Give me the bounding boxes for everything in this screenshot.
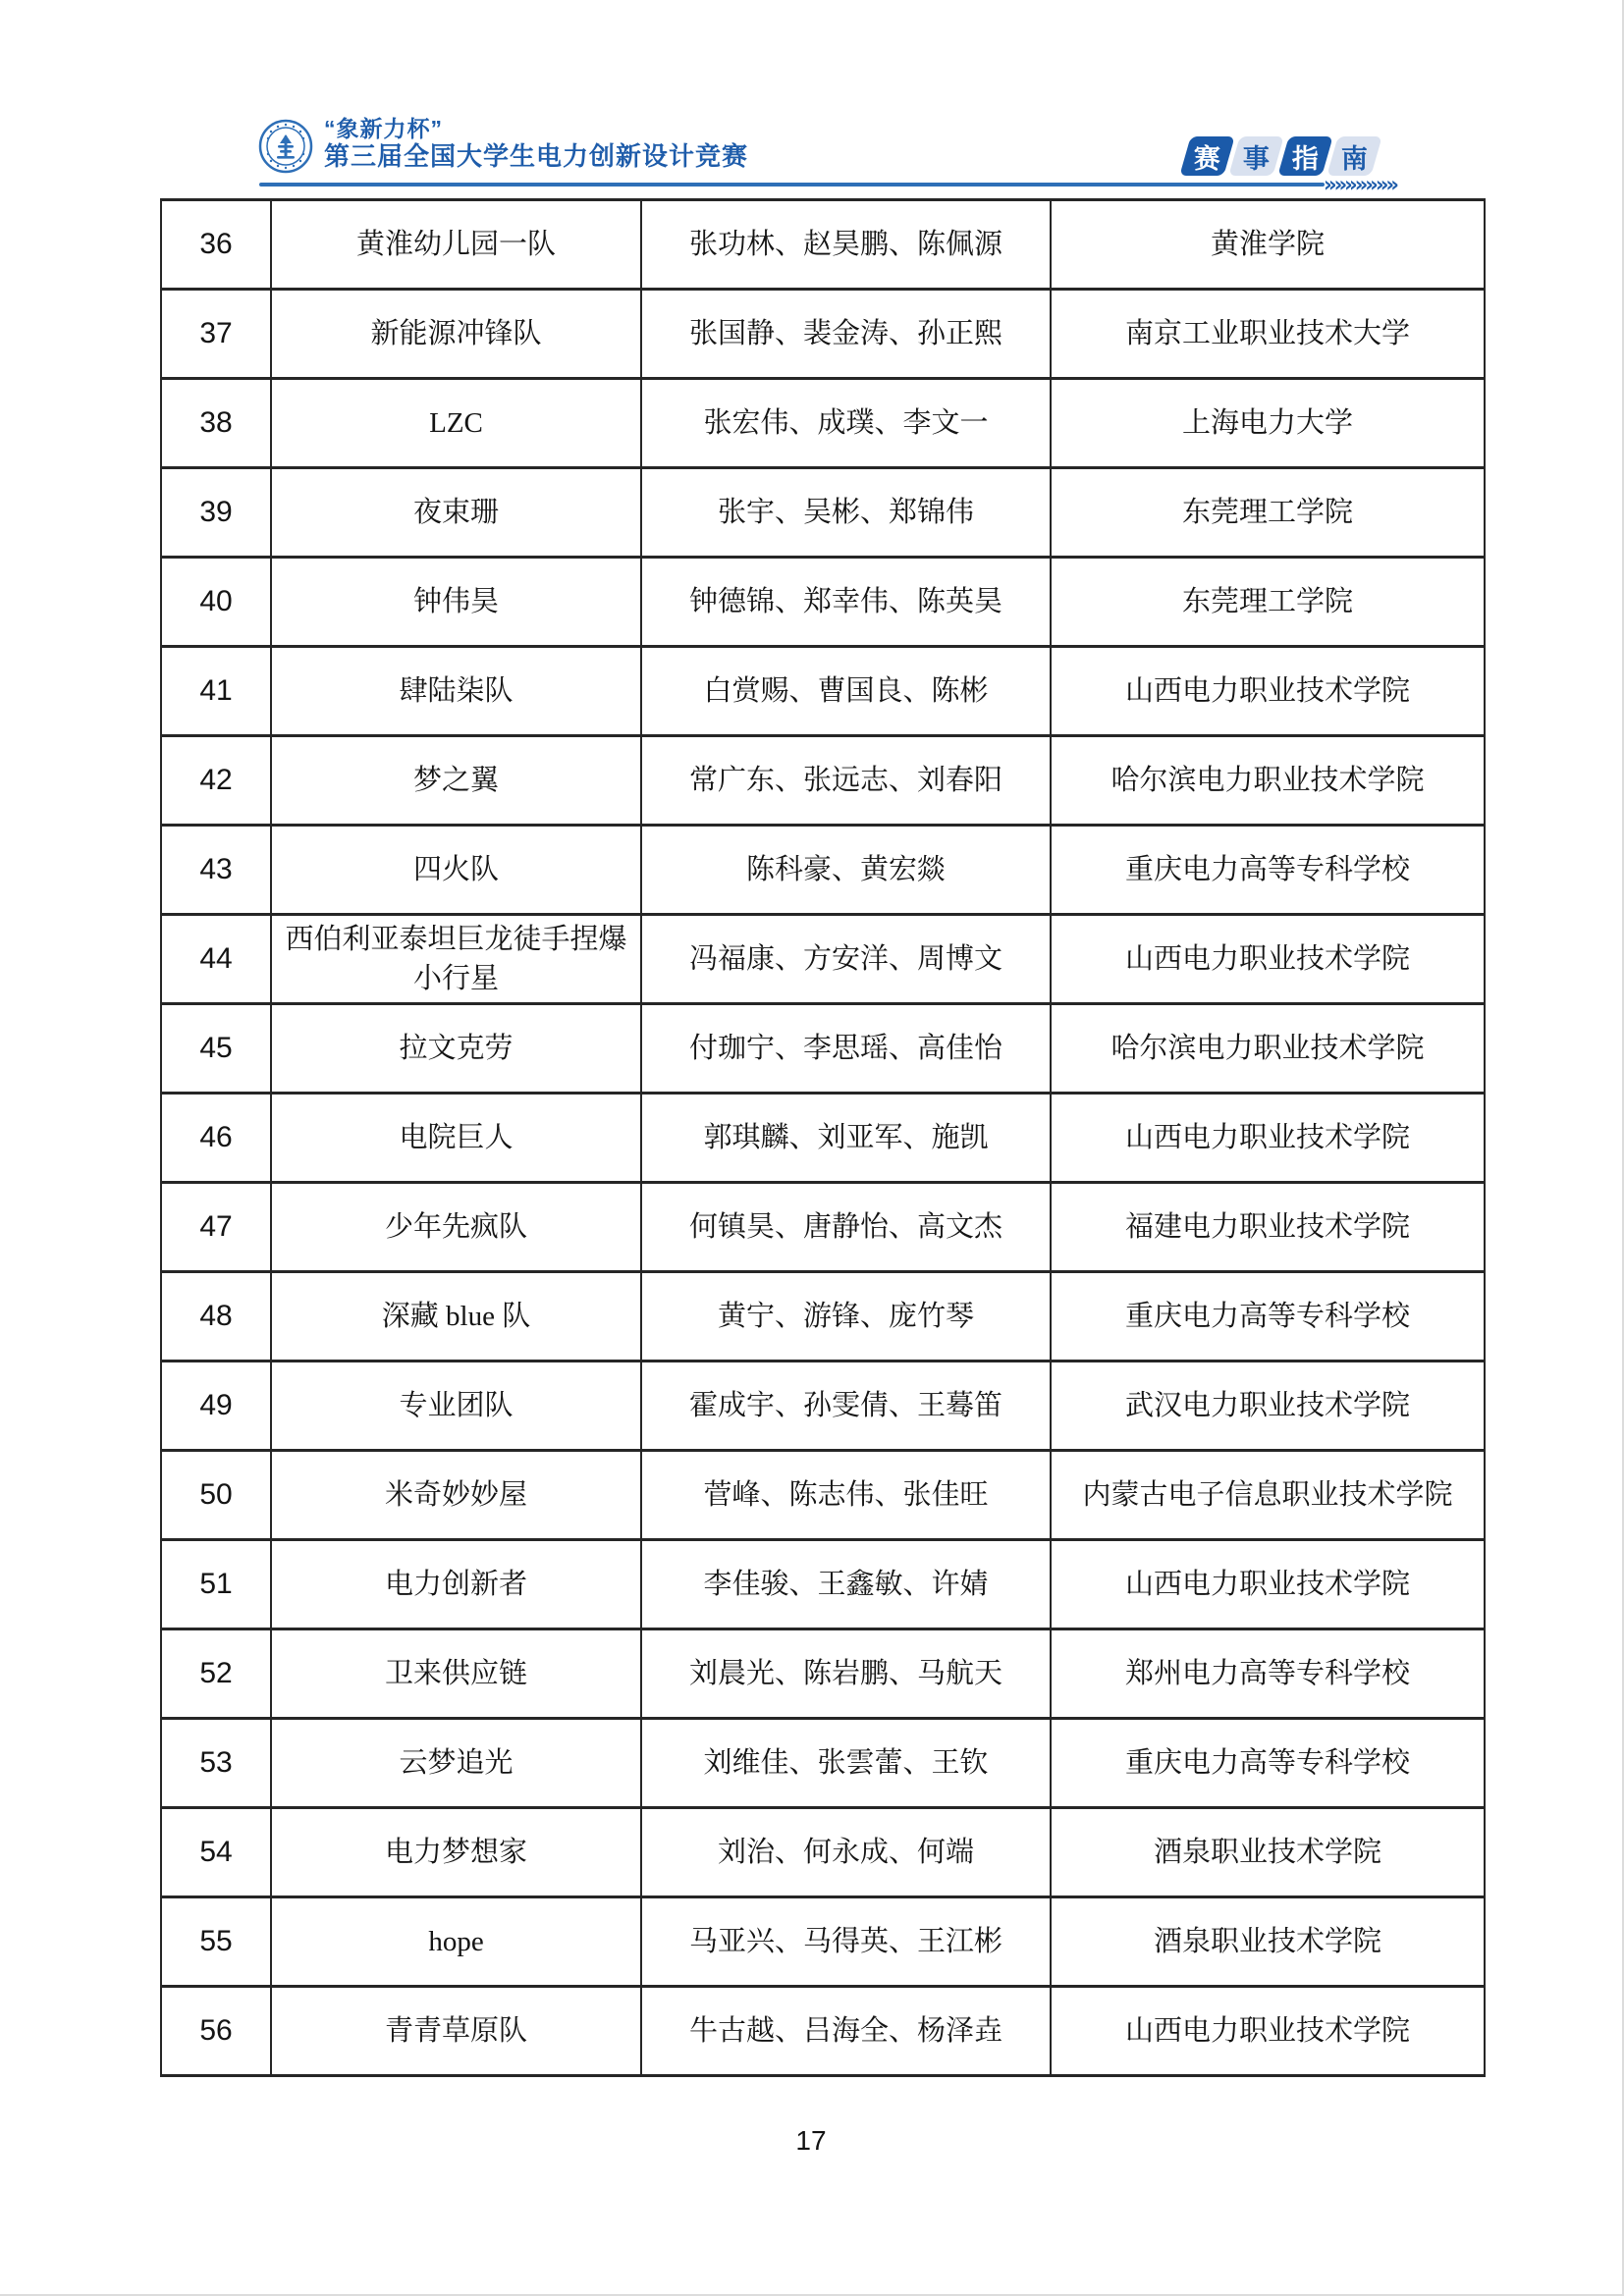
cell-no: 46 xyxy=(161,1094,271,1183)
cell-school: 山西电力职业技术学院 xyxy=(1051,1094,1485,1183)
team-table xyxy=(160,198,1486,2077)
badge-char: 指 xyxy=(1292,143,1319,174)
cell-team: 西伯利亚泰坦巨龙徒手捏爆小行星 xyxy=(271,915,641,1004)
table-row xyxy=(161,200,1485,290)
cell-members: 刘晨光、陈岩鹏、马航天 xyxy=(641,1629,1051,1719)
cell-members: 常广东、张远志、刘春阳 xyxy=(641,736,1051,826)
cell-members: 张宇、吴彬、郑锦伟 xyxy=(641,468,1051,558)
badge-char: 赛 xyxy=(1194,143,1220,174)
page-number: 17 xyxy=(795,2125,827,2156)
badge-tile-3 xyxy=(1277,136,1332,176)
cell-no: 54 xyxy=(161,1808,271,1897)
table-row xyxy=(161,290,1485,379)
cell-members: 刘治、何永成、何端 xyxy=(641,1808,1051,1897)
chevrons-icon: »»»»»»» xyxy=(1324,173,1396,196)
cell-members: 菅峰、陈志伟、张佳旺 xyxy=(641,1451,1051,1540)
competition-logo xyxy=(258,119,313,174)
cell-members: 郭琪麟、刘亚军、施凯 xyxy=(641,1094,1051,1183)
cell-no: 39 xyxy=(161,468,271,558)
cell-members: 霍成宇、孙雯倩、王蓦笛 xyxy=(641,1362,1051,1451)
cell-no: 43 xyxy=(161,826,271,915)
competition-title xyxy=(324,116,748,171)
table-row xyxy=(161,1094,1485,1183)
badge-tile-4 xyxy=(1326,136,1381,176)
cell-school: 重庆电力高等专科学校 xyxy=(1051,1272,1485,1362)
cell-members: 张功林、赵昊鹏、陈佩源 xyxy=(641,200,1051,290)
cell-members: 冯福康、方安洋、周博文 xyxy=(641,915,1051,1004)
cell-team: 梦之翼 xyxy=(271,736,641,826)
cell-team: 米奇妙妙屋 xyxy=(271,1451,641,1540)
cell-no: 44 xyxy=(161,915,271,1004)
table-row xyxy=(161,558,1485,647)
cell-team: 专业团队 xyxy=(271,1362,641,1451)
table-row xyxy=(161,1183,1485,1272)
table-row xyxy=(161,468,1485,558)
cell-team: 电力创新者 xyxy=(271,1540,641,1629)
cell-team: hope xyxy=(271,1897,641,1987)
cell-school: 黄淮学院 xyxy=(1051,200,1485,290)
table-row xyxy=(161,1629,1485,1719)
cell-school: 福建电力职业技术学院 xyxy=(1051,1183,1485,1272)
table-row xyxy=(161,915,1485,1004)
cell-team: 夜束珊 xyxy=(271,468,641,558)
cell-team: 新能源冲锋队 xyxy=(271,290,641,379)
cell-team: 钟伟昊 xyxy=(271,558,641,647)
cell-no: 47 xyxy=(161,1183,271,1272)
cell-no: 56 xyxy=(161,1987,271,2076)
cell-members: 刘维佳、张雲蕾、王钦 xyxy=(641,1719,1051,1808)
cell-school: 山西电力职业技术学院 xyxy=(1051,647,1485,736)
cell-school: 哈尔滨电力职业技术学院 xyxy=(1051,736,1485,826)
cell-no: 55 xyxy=(161,1897,271,1987)
table-row xyxy=(161,1987,1485,2076)
cell-team: 青青草原队 xyxy=(271,1987,641,2076)
cell-school: 上海电力大学 xyxy=(1051,379,1485,468)
table-row xyxy=(161,647,1485,736)
cell-members: 李佳骏、王鑫敏、许婧 xyxy=(641,1540,1051,1629)
cell-no: 45 xyxy=(161,1004,271,1094)
table-row xyxy=(161,1719,1485,1808)
badge-tile-2 xyxy=(1228,136,1283,176)
cell-team: 云梦追光 xyxy=(271,1719,641,1808)
cell-school: 南京工业职业技术大学 xyxy=(1051,290,1485,379)
cell-school: 山西电力职业技术学院 xyxy=(1051,1987,1485,2076)
competition-seal-icon xyxy=(258,119,313,174)
page-header xyxy=(0,0,1622,206)
cell-team: 电力梦想家 xyxy=(271,1808,641,1897)
competition-full-name: 第三届全国大学生电力创新设计竞赛 xyxy=(324,141,749,171)
cell-members: 付珈宁、李思瑶、高佳怡 xyxy=(641,1004,1051,1094)
cell-school: 山西电力职业技术学院 xyxy=(1051,915,1485,1004)
cell-members: 黄宁、游锋、庞竹琴 xyxy=(641,1272,1051,1362)
cell-no: 53 xyxy=(161,1719,271,1808)
cell-school: 武汉电力职业技术学院 xyxy=(1051,1362,1485,1451)
cell-school: 东莞理工学院 xyxy=(1051,558,1485,647)
cell-school: 内蒙古电子信息职业技术学院 xyxy=(1051,1451,1485,1540)
table-row xyxy=(161,736,1485,826)
cell-no: 36 xyxy=(161,200,271,290)
cell-school: 酒泉职业技术学院 xyxy=(1051,1897,1485,1987)
cell-school: 哈尔滨电力职业技术学院 xyxy=(1051,1004,1485,1094)
cell-no: 52 xyxy=(161,1629,271,1719)
cell-members: 钟德锦、郑幸伟、陈英昊 xyxy=(641,558,1051,647)
team-table-body xyxy=(161,200,1485,2076)
cell-members: 白赏赐、曹国良、陈彬 xyxy=(641,647,1051,736)
cell-no: 37 xyxy=(161,290,271,379)
cell-members: 何镇昊、唐静怡、高文杰 xyxy=(641,1183,1051,1272)
cell-school: 酒泉职业技术学院 xyxy=(1051,1808,1485,1897)
cell-school: 东莞理工学院 xyxy=(1051,468,1485,558)
cell-team: 卫来供应链 xyxy=(271,1629,641,1719)
table-row xyxy=(161,1451,1485,1540)
competition-cup-name: “象新力杯” xyxy=(324,116,443,141)
cell-no: 42 xyxy=(161,736,271,826)
table-row xyxy=(161,1362,1485,1451)
cell-school: 郑州电力高等专科学校 xyxy=(1051,1629,1485,1719)
cell-team: 肆陆柒队 xyxy=(271,647,641,736)
cell-school: 山西电力职业技术学院 xyxy=(1051,1540,1485,1629)
table-row xyxy=(161,1272,1485,1362)
cell-no: 51 xyxy=(161,1540,271,1629)
cell-members: 马亚兴、马得英、王江彬 xyxy=(641,1897,1051,1987)
cell-team: 四火队 xyxy=(271,826,641,915)
cell-school: 重庆电力高等专科学校 xyxy=(1051,1719,1485,1808)
cell-team: 电院巨人 xyxy=(271,1094,641,1183)
cell-no: 48 xyxy=(161,1272,271,1362)
cell-members: 张宏伟、成璞、李文一 xyxy=(641,379,1051,468)
cell-members: 陈科豪、黄宏燚 xyxy=(641,826,1051,915)
table-row xyxy=(161,1808,1485,1897)
cell-members: 张国静、裴金涛、孙正熙 xyxy=(641,290,1051,379)
guide-badge xyxy=(1185,136,1377,176)
table-row xyxy=(161,826,1485,915)
cell-team: 深藏 blue 队 xyxy=(271,1272,641,1362)
cell-no: 38 xyxy=(161,379,271,468)
cell-no: 50 xyxy=(161,1451,271,1540)
table-row xyxy=(161,379,1485,468)
cell-school: 重庆电力高等专科学校 xyxy=(1051,826,1485,915)
cell-no: 41 xyxy=(161,647,271,736)
cell-members: 牛古越、吕海全、杨泽垚 xyxy=(641,1987,1051,2076)
table-row xyxy=(161,1897,1485,1987)
badge-char: 事 xyxy=(1243,143,1270,174)
cell-no: 40 xyxy=(161,558,271,647)
header-divider xyxy=(259,183,1325,187)
cell-no: 49 xyxy=(161,1362,271,1451)
cell-team: 拉文克劳 xyxy=(271,1004,641,1094)
table-row xyxy=(161,1004,1485,1094)
cell-team: 黄淮幼儿园一队 xyxy=(271,200,641,290)
table-row xyxy=(161,1540,1485,1629)
cell-team: 少年先疯队 xyxy=(271,1183,641,1272)
badge-char: 南 xyxy=(1341,143,1368,174)
badge-tile-1 xyxy=(1179,136,1234,176)
cell-team: LZC xyxy=(271,379,641,468)
